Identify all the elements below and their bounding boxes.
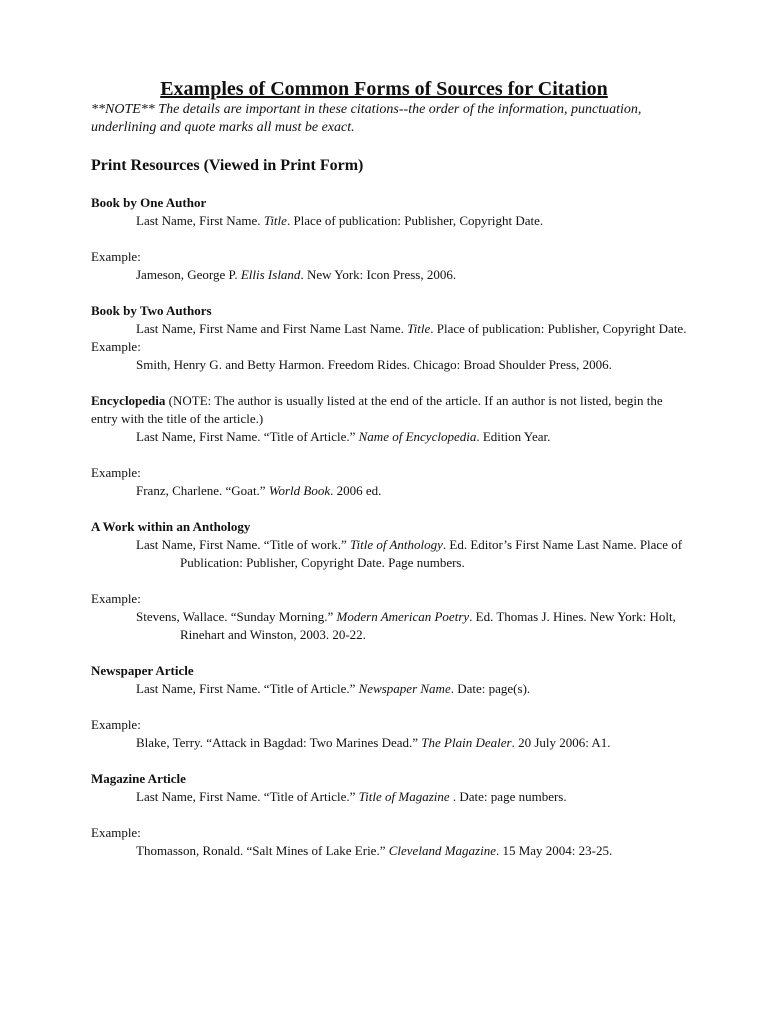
format-italic: Title of Anthology [349,537,443,552]
page-title: Examples of Common Forms of Sources for Citation [160,78,608,100]
example-text: Smith, Henry G. and Betty Harmon. Freedom Rides. Chicago: Broad Shoulder Press, 2006. [136,357,612,372]
book-two-authors-format [91,320,691,338]
book-one-author-example [91,266,691,284]
example-italic: The Plain Dealer [421,735,512,750]
example-label: Example: [91,825,141,840]
newspaper-format [91,680,691,698]
example-text: Blake, Terry. “Attack in Bagdad: Two Marines Dead.” [136,735,422,750]
format-italic: Newspaper Name [358,681,451,696]
example-italic: World Book [268,483,331,498]
encyclopedia-note: (NOTE: The author is usually listed at the end of the article. If an author is not listed, begin the entry with the title of the article.) [91,393,663,426]
anthology-heading: A Work within an Anthology [91,519,251,534]
magazine-example [91,842,691,860]
example-text: . 15 May 2004: 23-25. [495,843,613,858]
format-text: Last Name, First Name. “Title of Article.” [136,789,359,804]
format-text: Last Name, First Name. “Title of Article.” [136,681,359,696]
encyclopedia-title: Encyclopedia [91,393,166,408]
example-text: Thomasson, Ronald. “Salt Mines of Lake Erie.” [136,843,389,858]
citation-list [91,194,691,860]
magazine-heading: Magazine Article [91,771,186,786]
format-text: Last Name, First Name and First Name Last Name. [136,321,408,336]
format-italic: Name of Encyclopedia [358,429,477,444]
format-text: Last Name, First Name. [136,213,264,228]
book-one-author-format [91,212,691,230]
format-text: . Ed. Editor’s First Name Last Name. Place of Publication: Publisher, Copyright Date. Page numbers. [180,537,683,570]
example-italic: Modern American Poetry [336,609,470,624]
book-two-authors-heading: Book by Two Authors [91,303,212,318]
format-text: . Place of publication: Publisher, Copyright Date. [430,321,687,336]
example-label: Example: [91,339,141,354]
format-text: Last Name, First Name. “Title of work.” [136,537,350,552]
citation-note: **NOTE** The details are important in these citations--the order of the information, punctuation, underlining and quote marks all must be exact. [91,102,642,135]
format-text: . Date: page numbers. [449,789,567,804]
example-text: Franz, Charlene. “Goat.” [136,483,269,498]
example-label: Example: [91,591,141,606]
newspaper-heading: Newspaper Article [91,663,194,678]
magazine-format [91,788,691,806]
example-text: . 20 July 2006: A1. [511,735,611,750]
encyclopedia-heading [91,392,691,428]
example-text: . New York: Icon Press, 2006. [300,267,457,282]
format-text: . Date: page(s). [450,681,531,696]
format-italic: Title [263,213,287,228]
example-italic: Cleveland Magazine [388,843,496,858]
encyclopedia-format [91,428,691,446]
example-text: . 2006 ed. [330,483,382,498]
book-one-author-heading: Book by One Author [91,195,207,210]
format-text: . Edition Year. [476,429,551,444]
example-text: . Ed. Thomas J. Hines. New York: Holt, Rinehart and Winston, 2003. 20-22. [180,609,676,642]
book-two-authors-example [91,356,691,374]
example-label: Example: [91,465,141,480]
format-text: Last Name, First Name. “Title of Article.” [136,429,359,444]
format-italic: Title [407,321,431,336]
anthology-format [91,536,691,572]
example-italic: Ellis Island [240,267,301,282]
example-text: Jameson, George P. [136,267,241,282]
anthology-example [91,608,691,644]
encyclopedia-example [91,482,691,500]
example-label: Example: [91,717,141,732]
example-text: Stevens, Wallace. “Sunday Morning.” [136,609,337,624]
section-title: Print Resources (Viewed in Print Form) [91,157,364,174]
example-label: Example: [91,249,141,264]
format-italic: Title of Magazine [358,789,450,804]
format-text: . Place of publication: Publisher, Copyright Date. [286,213,544,228]
newspaper-example [91,734,691,752]
